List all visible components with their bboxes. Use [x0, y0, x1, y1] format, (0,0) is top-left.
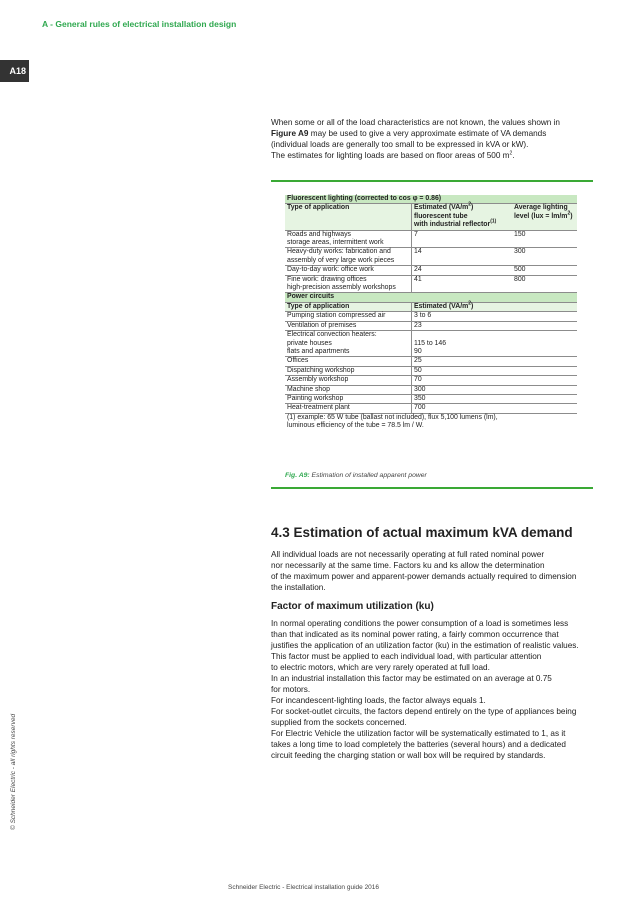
ku-paragraph: For Electric Vehicle the utilization factor will be systematically estimated to 1, as it takes a long time to load completely the batteries (several hours) and a dedicated circuit feeding the charging station or wall box will be required by standards.	[271, 729, 566, 760]
table-row	[285, 394, 577, 403]
header-average-lighting-level: Average lighting level $(lux = lm/m^2)$	[512, 204, 577, 230]
cell-va: 70	[412, 376, 513, 385]
cell-lux: 300	[512, 248, 577, 266]
cell-va: 24	[412, 266, 513, 275]
cell-lux: 800	[512, 275, 577, 293]
table-footnote: (1) example: 65 W tube (ballast not included), flux 5,100 lumens (lm), luminous efficiency of the tube = 78.5 lm / W.	[287, 413, 498, 430]
header-estimated-va: Estimated $(VA/m^2)$	[412, 302, 513, 311]
cell-va: 7	[412, 230, 513, 248]
table-footnote-row	[285, 413, 577, 430]
table-row	[285, 357, 577, 366]
cell-va: 50	[412, 366, 513, 375]
ku-paragraph: For incandescent-lighting loads, the factor always equals 1.	[271, 696, 486, 705]
cell-application: Roads and highways storage areas, intermittent work	[285, 230, 412, 248]
header-empty	[512, 302, 577, 311]
cell-application: Heavy-duty works: fabrication and assembly of very large work pieces	[285, 248, 412, 266]
table-top-rule	[271, 180, 593, 182]
header-type-of-application: Type of application	[285, 302, 412, 311]
table-row	[285, 248, 577, 266]
cell-application: Assembly workshop	[285, 376, 412, 385]
table-row	[285, 230, 577, 248]
lighting-section-title-row	[285, 195, 577, 204]
page-number-tab: A18	[0, 60, 29, 82]
cell-va: 700	[412, 404, 513, 413]
intro-line: (individual loads are generally too small to be expressed in kVA or kW).	[271, 140, 529, 149]
table-row	[285, 404, 577, 413]
intro-paragraph	[271, 117, 601, 161]
cell-application: Dispatching workshop	[285, 366, 412, 375]
cell-va: 3 to 6	[412, 312, 513, 321]
header-type-of-application: Type of application	[285, 204, 412, 230]
subsection-heading: Factor of maximum utilization (ku)	[271, 601, 434, 612]
table-row	[285, 275, 577, 293]
load-estimate-table	[285, 195, 577, 431]
header-estimated-va: Estimated $(VA/m^2)$ fluorescent tube with industrial reflector$^{(1)}$	[412, 204, 513, 230]
table-bottom-rule	[271, 487, 593, 489]
figure-label: Fig. A9:	[285, 472, 310, 479]
section-heading: 4.3 Estimation of actual maximum kVA demand	[271, 525, 573, 540]
ku-paragraph: This factor must be applied to each individual load, with particular attention to electric motors, which are very rarely operated at full load.	[271, 652, 542, 672]
power-section-title-row	[285, 293, 577, 302]
cell-va: 350	[412, 394, 513, 403]
lighting-section-title: Fluorescent lighting (corrected to cos φ = 0.86)	[285, 195, 577, 204]
ku-paragraph: In normal operating conditions the power consumption of a load is sometimes less than that indicated as its nominal power rating, a fairly common occurrence that justifies the application of an utilization factor (ku) in the estimation of realistic values.	[271, 619, 579, 650]
table-row	[285, 321, 577, 330]
cell-application: Pumping station compressed air	[285, 312, 412, 321]
cell-application: Painting workshop	[285, 394, 412, 403]
power-section-title: Power circuits	[285, 293, 577, 302]
cell-va: 23	[412, 321, 513, 330]
table-row	[285, 385, 577, 394]
intro-line: The estimates for lighting loads are based on floor areas of 500 $m^2$.	[271, 150, 515, 160]
table-row	[285, 312, 577, 321]
cell-application: Fine work: drawing offices high-precision assembly workshops	[285, 275, 412, 293]
running-header-title: A - General rules of electrical installation design	[42, 19, 237, 29]
table-row	[285, 376, 577, 385]
cell-va: 14	[412, 248, 513, 266]
lighting-header-row	[285, 204, 577, 230]
table-row	[285, 331, 577, 357]
power-header-row	[285, 302, 577, 311]
cell-va: 300	[412, 385, 513, 394]
cell-lux: 500	[512, 266, 577, 275]
page-footer: Schneider Electric - Electrical installation guide 2016	[228, 884, 380, 891]
table-row	[285, 366, 577, 375]
ku-paragraph: For socket-outlet circuits, the factors depend entirely on the type of appliances being supplied from the sockets concerned.	[271, 707, 577, 727]
figure-reference: Figure A9	[271, 129, 309, 138]
cell-va: 41	[412, 275, 513, 293]
table-row	[285, 266, 577, 275]
cell-application: Ventilation of premises	[285, 321, 412, 330]
cell-lux: 150	[512, 230, 577, 248]
copyright-notice: © Schneider Electric - all rights reserved	[10, 713, 17, 830]
intro-line: When some or all of the load characteristics are not known, the values shown in	[271, 118, 560, 127]
cell-application: Offices	[285, 357, 412, 366]
intro-line: Figure A9 may be used to give a very approximate estimate of VA demands	[271, 129, 547, 138]
cell-application: Machine shop	[285, 385, 412, 394]
cell-application: Electrical convection heaters: private houses flats and apartments	[285, 331, 412, 357]
section-paragraph: All individual loads are not necessarily operating at full rated nominal power nor necessarily at the same time. Factors ku and ks allow the determination of the maximum power and apparent-power demands actually required to dimension the installation.	[271, 550, 577, 592]
cell-application: Day-to-day work: office work	[285, 266, 412, 275]
cell-va: 25	[412, 357, 513, 366]
cell-application: Heat-treatment plant	[285, 404, 412, 413]
cell-va: 115 to 146 90	[412, 331, 513, 357]
figure-caption: Fig. A9: Estimation of installed apparent power	[285, 472, 427, 479]
ku-paragraph: In an industrial installation this factor may be estimated on an average at 0.75 for motors.	[271, 674, 552, 694]
